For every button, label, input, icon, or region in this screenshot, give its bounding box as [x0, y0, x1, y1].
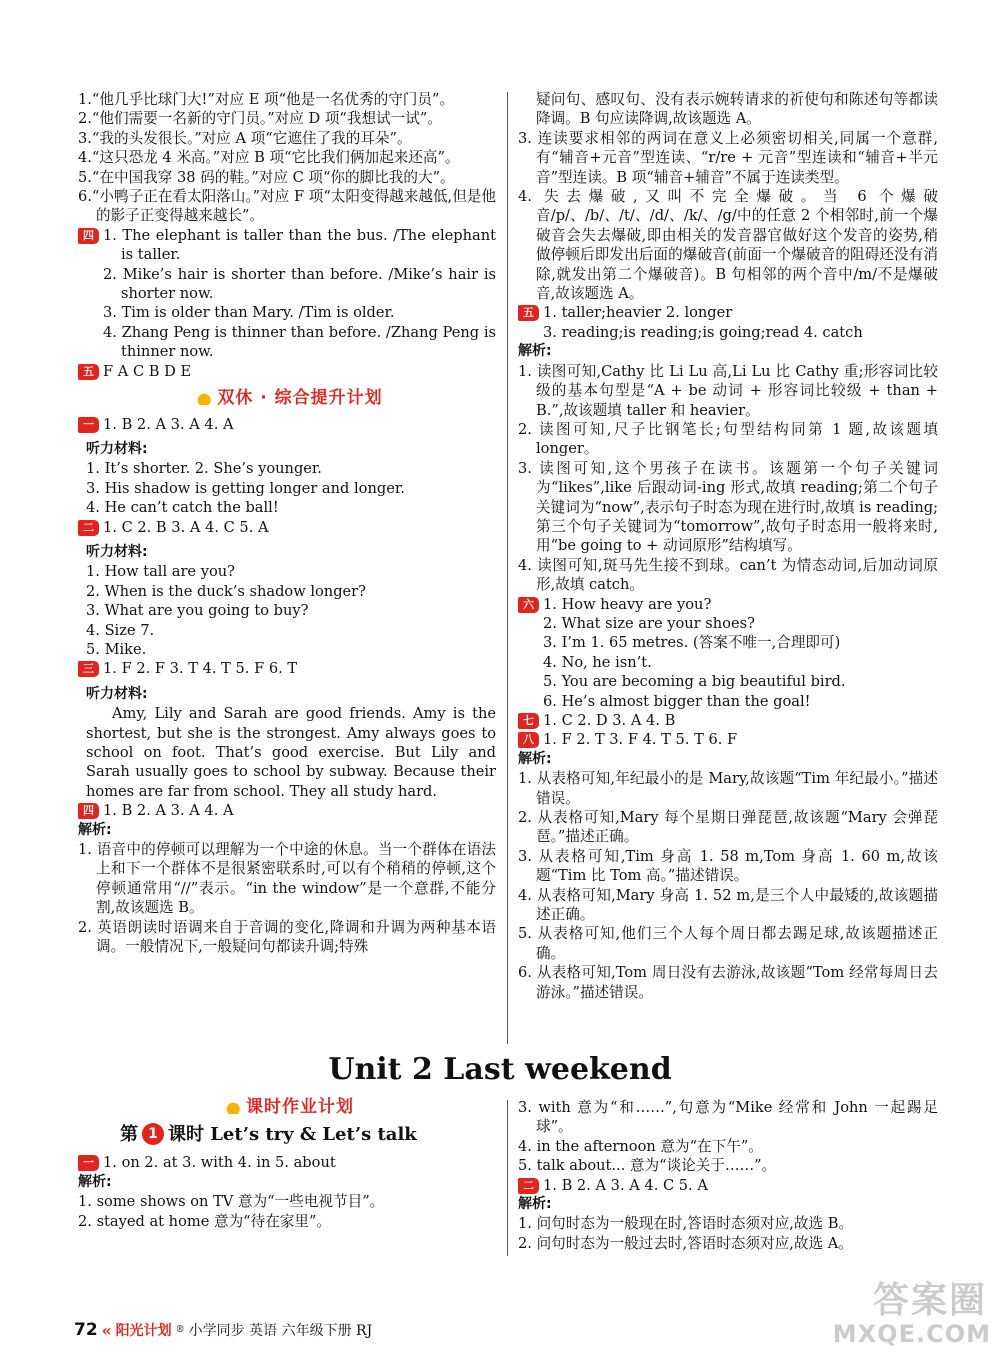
listening-line: 4. He can’t catch the ball!	[86, 499, 279, 517]
answer-line: 3. reading;is reading;is going;read 4. catch	[543, 323, 863, 341]
double-chevron-icon: «	[101, 1320, 112, 1340]
section-badge: 六	[518, 597, 539, 613]
answer-item: 3. Tim is older than Mary. /Tim is older.	[103, 304, 395, 322]
part-one	[78, 1153, 496, 1172]
analysis-item: 1. 问句时态为一般现在时,答语时态须对应,故选 B。	[518, 1215, 854, 1233]
analysis-label: 解析:	[78, 821, 112, 838]
part-five	[518, 303, 938, 342]
section-answers	[103, 226, 496, 362]
watermark-text: 答案圈	[872, 1280, 987, 1321]
analysis-item: 3. 读图可知,这个男孩子在读书。该题第一个句子关键词为“likes”,like 后跟动词-ing 形式,故填 reading;第二个句子关键词为“now”,表示句子时态为现在进行时,故填 is reading;第三个句子关键词为“tomorrow”,故句子时态用一般将来时,用“be going to + 动词原形”结构填写。	[518, 459, 938, 555]
analysis-item: 2. 读图可知,尺子比钢笔长;句型结构同第 1 题,故该题填 longer。	[518, 420, 938, 458]
answer-item: 2.“他们需要一名新的守门员。”对应 D 项“我想试一试”。	[78, 110, 442, 128]
listening-passage: Amy, Lily and Sarah are good friends. Amy is the shortest, but she is the strongest. Amy always goes to school on foot. That’s good exercise. But Lily and Sarah usually goes to school by subway. Because their homes are far from school. They all study hard.	[86, 705, 496, 800]
watermark-logo	[805, 1272, 995, 1350]
lesson-name: 课时 Let’s try & Let’s talk	[168, 1124, 417, 1146]
section-badge: 七	[518, 713, 539, 729]
answer-item: 3.“我的头发很长。”对应 A 项“它遮住了我的耳朵”。	[78, 129, 412, 147]
book-info: 小学同步 英语 六年级下册 RJ	[188, 1323, 373, 1339]
page-number: 72	[74, 1320, 98, 1340]
analysis-item: 3. 连读要求相邻的两词在意义上必须密切相关,同属一个意群,有“辅音+元音”型连读、“r/re + 元音”型连读和“辅音+半元音”型连读。B 项“辅音+辅音”不属于连读类型。	[518, 129, 938, 186]
analysis-item: 2. 英语朗读时语调来自于音调的变化,降调和升调为两种基本语调。一般情况下,一般疑问句都读升调;特殊	[78, 918, 496, 956]
part-two	[518, 1176, 938, 1195]
section-badge: 三	[78, 661, 99, 677]
listening-label: 听力材料:	[86, 685, 148, 702]
section-four	[78, 226, 496, 362]
answer-item: 2. Mike’s hair is shorter than before. /Mike’s hair is shorter now.	[103, 265, 496, 303]
analysis-item: 5. talk about... 意为“谈论关于……”。	[518, 1157, 777, 1175]
answer-item: 1. The elephant is taller than the bus. /The elephant is taller.	[103, 226, 496, 264]
registered-mark: ®	[175, 1325, 185, 1335]
section-badge: 五	[78, 364, 99, 380]
listening-label: 听力材料:	[86, 543, 148, 560]
analysis-label: 解析:	[78, 1173, 112, 1190]
answer-line: 1. F 2. T 3. F 4. T 5. T 6. F	[543, 731, 738, 749]
part-one	[78, 415, 496, 434]
answer-line: 1. taller;heavier 2. longer	[543, 304, 733, 322]
answer-line: 1. B 2. A 3. A 4. C 5. A	[543, 1176, 708, 1194]
bottom-right-column	[518, 1098, 938, 1253]
analysis-item: 1. 从表格可知,年纪最小的是 Mary,故该题“Tim 年纪最小。”描述错误。	[518, 770, 938, 807]
analysis-item: 2. 问句时态为一般过去时,答语时态须对应,故选 A。	[518, 1234, 853, 1252]
answer-line: F A C B D E	[103, 362, 192, 380]
section-heading	[78, 1098, 496, 1117]
answer-item: 6.“小鸭子正在看太阳落山。”对应 F 项“太阳变得越来越低,但是他的影子正变得越来越长”。	[78, 188, 496, 225]
section-badge: 四	[78, 803, 99, 819]
answer-line: 5. You are becoming a big beautiful bird.	[543, 673, 846, 691]
answer-line: 4. No, he isn’t.	[543, 653, 652, 671]
lesson-number: 1	[142, 1123, 164, 1145]
bottom-left-column	[78, 1098, 496, 1231]
section-heading	[78, 389, 496, 408]
analysis-item: 5. 从表格可知,他们三个人每个周日都去踢足球,故该题描述正确。	[518, 925, 938, 962]
section-badge: 八	[518, 732, 539, 748]
answer-item: 4. Zhang Peng is thinner than before. /Zhang Peng is thinner now.	[103, 323, 496, 361]
brand-name: 阳光计划	[115, 1323, 172, 1339]
left-column	[78, 90, 496, 956]
listening-line: 3. What are you going to buy?	[86, 602, 309, 620]
analysis-item: 1. 读图可知,Cathy 比 Li Lu 高,Li Lu 比 Cathy 重;形容词比较级的基本句型是“A + be 动词 + 形容词比较级 + than + B.”,故该题填 taller 和 heavier。	[518, 362, 938, 419]
unit-title: Unit 2 Last weekend	[328, 1052, 672, 1087]
answer-item: 5.“在中国我穿 38 码的鞋。”对应 C 项“你的脚比我的大”。	[78, 168, 455, 186]
analysis-label: 解析:	[518, 343, 552, 360]
part-two	[78, 518, 496, 537]
sun-icon	[191, 389, 213, 405]
analysis-item: 1. some shows on TV 意为“一些电视节目”。	[78, 1193, 385, 1211]
answer-line: 1. B 2. A 3. A 4. A	[103, 415, 234, 433]
section-badge: 一	[78, 417, 99, 433]
section-badge: 二	[78, 520, 99, 536]
listening-line: 5. Mike.	[86, 640, 147, 658]
listening-line: 2. When is the duck’s shadow longer?	[86, 582, 366, 600]
analysis-item: 4. 读图可知,斑马先生接不到球。can’t 为情态动词,后加动词原形,故填 catch。	[518, 556, 938, 594]
sun-icon	[220, 1098, 242, 1114]
answer-line: 1. F 2. F 3. T 4. T 5. F 6. T	[103, 660, 298, 678]
analysis-item: 4. 失去爆破,又叫不完全爆破。当 6 个爆破音/p/、/b/、/t/、/d/、/k/、/g/中的任意 2 个相邻时,前一个爆破音会失去爆破,即由相关的发音器官做好这个发音的姿势,稍做停顿后即发出后面的爆破音(前面一个爆破音的阻碍还没有消除,就发出第二个爆破音)。B 句相邻的两个音中/m/不是爆破音,故该题选 A。	[518, 188, 938, 303]
lesson-prefix: 第	[120, 1124, 138, 1146]
listening-line: 1. How tall are you?	[86, 563, 235, 581]
answer-line: 6. He’s almost bigger than the goal!	[543, 692, 811, 710]
analysis-item: 6. 从表格可知,Tom 周日没有去游泳,故该题“Tom 经常每周日去游泳。”描述错误。	[518, 964, 938, 1001]
listening-label: 听力材料:	[86, 440, 148, 457]
part-three	[78, 659, 496, 678]
part-eight	[518, 730, 938, 749]
part-four	[78, 801, 496, 820]
analysis-item: 1. 语音中的停顿可以理解为一个中途的休息。当一个群体在语法上和下一个群体不是很紧密联系时,可以有个稍稍的停顿,这个停顿通常用“//”表示。“in the window”是一个意群,不能分割,故该题选 B。	[78, 841, 496, 917]
section-answers	[543, 595, 938, 711]
answer-line: 1. B 2. A 3. A 4. A	[103, 802, 234, 820]
answer-line: 1. How heavy are you?	[543, 595, 712, 613]
watermark-url: MXQE.COM	[832, 1320, 991, 1348]
section-five	[78, 362, 496, 381]
section-badge: 二	[518, 1178, 539, 1194]
analysis-item: 2. stayed at home 意为“待在家里”。	[78, 1212, 332, 1230]
answer-line: 1. C 2. D 3. A 4. B	[543, 712, 676, 729]
section-badge: 五	[518, 305, 539, 321]
part-seven	[518, 711, 938, 730]
section-answers	[543, 303, 938, 342]
section-badge: 四	[78, 228, 99, 244]
analysis-item: 3. with 意为“和……”,句意为“Mike 经常和 John 一起踢足球”。	[518, 1099, 938, 1136]
answer-item: 4.“这只恐龙 4 米高。”对应 B 项“它比我们俩加起来还高”。	[78, 149, 460, 167]
page-footer	[74, 1320, 372, 1340]
listening-line: 1. It’s shorter. 2. She’s younger.	[86, 460, 322, 478]
listening-line: 4. Size 7.	[86, 621, 155, 639]
analysis-continued: 疑问句、感叹句、没有表示婉转请求的祈使句和陈述句等都读降调。B 句应读降调,故该题选 A。	[536, 91, 938, 128]
answer-line: 1. on 2. at 3. with 4. in 5. about	[103, 1154, 336, 1172]
analysis-item: 2. 从表格可知,Mary 每个星期日弹琵琶,故该题“Mary 会弹琵琶。”描述正确。	[518, 809, 938, 846]
column-divider	[507, 1100, 508, 1256]
analysis-item: 4. 从表格可知,Mary 身高 1. 52 m,是三个人中最矮的,故该题描述正确。	[518, 886, 938, 924]
section-heading-text: 双休 · 综合提升计划	[217, 388, 383, 409]
analysis-item: 4. in the afternoon 意为“在下午”。	[518, 1137, 763, 1155]
lesson-title	[120, 1123, 496, 1145]
column-divider	[507, 92, 508, 1044]
analysis-label: 解析:	[518, 750, 552, 767]
part-six	[518, 595, 938, 711]
analysis-label: 解析:	[518, 1196, 552, 1213]
answer-line: 3. I’m 1. 65 metres. (答案不唯一,合理即可)	[543, 634, 841, 652]
answer-line: 2. What size are your shoes?	[543, 614, 755, 632]
section-badge: 一	[78, 1155, 99, 1171]
answer-item: 1.“他几乎比球门大!”对应 E 项“他是一名优秀的守门员”。	[78, 91, 455, 108]
analysis-item: 3. 从表格可知,Tim 身高 1. 58 m,Tom 身高 1. 60 m,故该题“Tim 比 Tom 高。”描述错误。	[518, 847, 938, 885]
section-heading-text: 课时作业计划	[246, 1097, 354, 1117]
right-column	[518, 90, 938, 1002]
listening-line: 3. His shadow is getting longer and longer.	[86, 479, 405, 497]
answer-line: 1. C 2. B 3. A 4. C 5. A	[103, 518, 269, 536]
